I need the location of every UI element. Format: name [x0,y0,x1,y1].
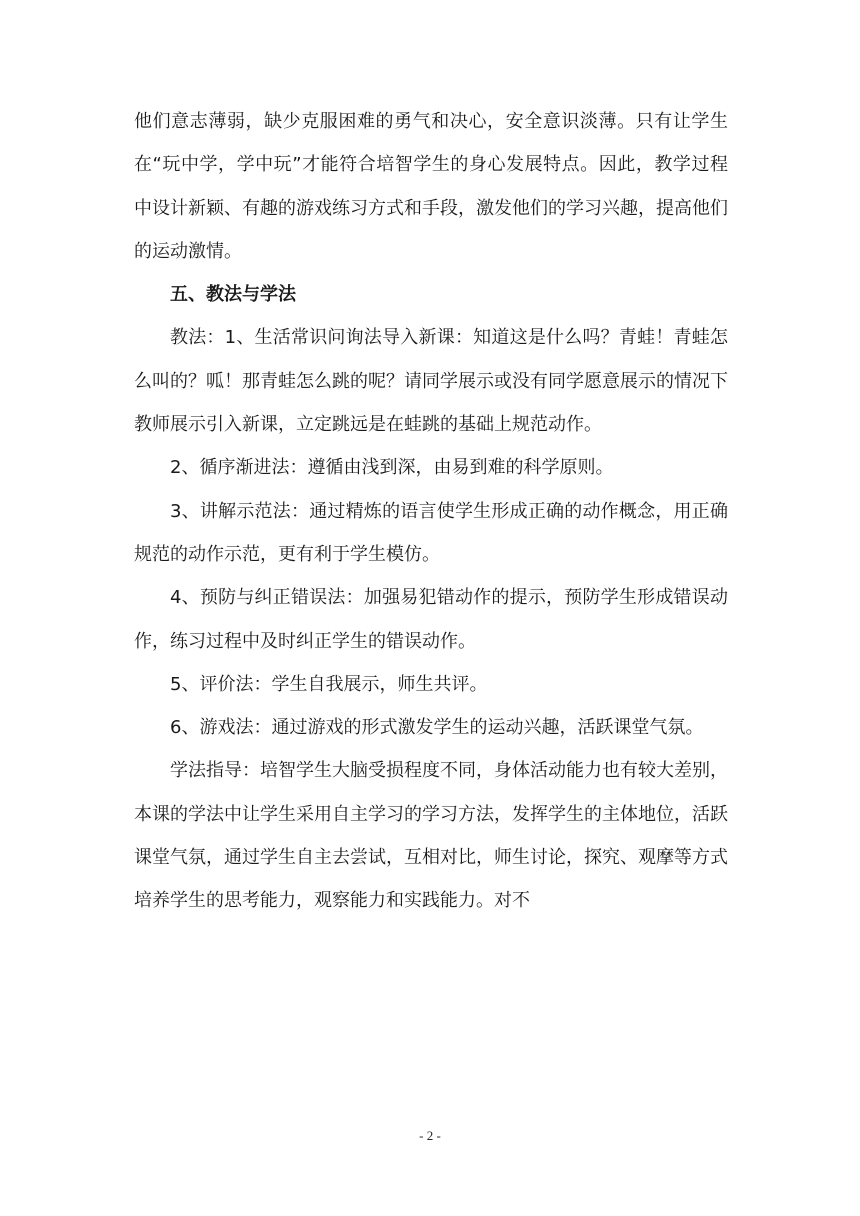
section-heading: 五、教法与学法 [170,284,296,306]
page-number: - 2 - [419,1128,441,1143]
paragraph-continuation: 他们意志薄弱，缺少克服困难的勇气和决心，安全意识淡薄。只有让学生在“玩中学，学中玩”才能符合培智学生的身心发展特点。因此，教学过程中设计新颖、有趣的游戏练习方式和手段，激发他们的学习兴趣，提高他们的运动激情。 [134,111,728,262]
paragraph-method-3: 3、讲解示范法：通过精炼的语言使学生形成正确的动作概念，用正确规范的动作示范，更有利于学生模仿。 [134,500,728,565]
paragraph-teaching-method: 教法：1、生活常识问询法导入新课：知道这是什么吗？青蛙！青蛙怎么叫的？呱！那青蛙怎么跳的呢？请同学展示或没有同学愿意展示的情况下教师展示引入新课，立定跳远是在蛙跳的基础上规范动作。 [134,327,728,436]
paragraph-method-2: 2、循序渐进法：遵循由浅到深，由易到难的科学原则。 [170,457,614,479]
paragraph-learning-guidance: 学法指导：培智学生大脑受损程度不同，身体活动能力也有较大差别，本课的学法中让学生采用自主学习的学习方法，发挥学生的主体地位，活跃课堂气氛，通过学生自主去尝试，互相对比，师生讨论，探究、观摩等方式培养学生的思考能力，观察能力和实践能力。对不 [134,760,728,912]
document-body [134,100,728,923]
paragraph-method-6: 6、游戏法：通过游戏的形式激发学生的运动兴趣，活跃课堂气氛。 [170,717,704,739]
paragraph-method-4: 4、预防与纠正错误法：加强易犯错动作的提示，预防学生形成错误动作，练习过程中及时纠正学生的错误动作。 [134,587,728,652]
paragraph-method-5: 5、评价法：学生自我展示，师生共评。 [170,673,488,695]
